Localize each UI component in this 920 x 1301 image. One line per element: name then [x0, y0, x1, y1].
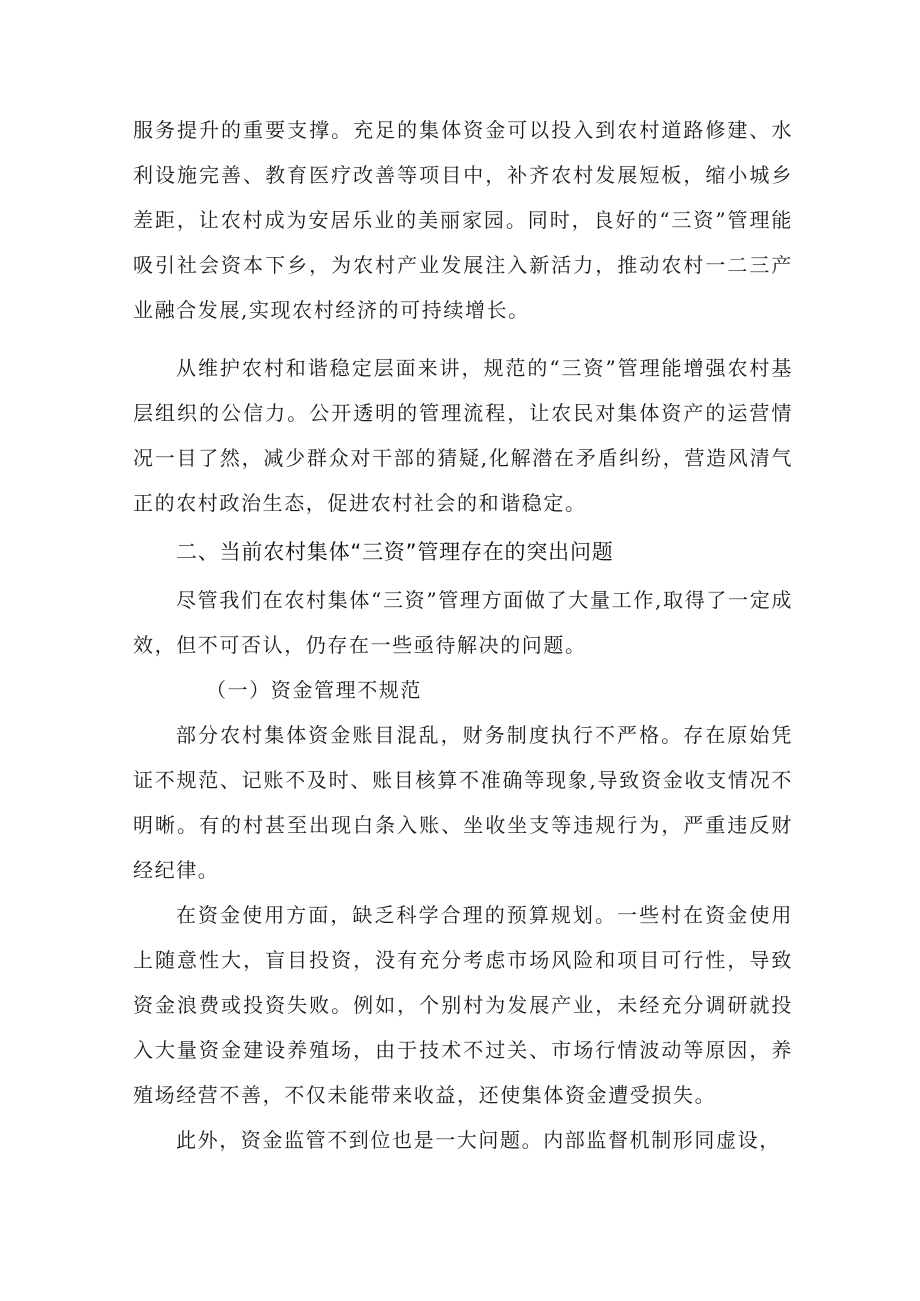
subheading-fund-management: （一）资金管理不规范: [206, 678, 422, 702]
document-body: [133, 108, 793, 1163]
paragraph-fund-usage: 在资金使用方面，缺乏科学合理的预算规划。一些村在资金使用上随意性大，盲目投资，没有充分考虑市场风险和项目可行性，导致资金浪费或投资失败。例如，个别村为发展产业，未经充分调研就投入大量资金建设养殖场，由于技术不过关、市场行情波动等原因，养殖场经营不善，不仅未能带来收益，还使集体资金遭受损失。: [133, 903, 793, 1107]
paragraph-account-chaos: 部分农村集体资金账目混乱，财务制度执行不严格。存在原始凭证不规范、记账不及时、账目核算不准确等现象,导致资金收支情况不明晰。有的村甚至出现白条入账、坐收坐支等违规行为，严重违反财经纪律。: [133, 723, 793, 882]
paragraph-continued: 服务提升的重要支撑。充足的集体资金可以投入到农村道路修建、水利设施完善、教育医疗改善等项目中，补齐农村发展短板，缩小城乡差距，让农村成为安居乐业的美丽家园。同时，良好的“三资”管理能吸引社会资本下乡，为农村产业发展注入新活力，推动农村一二三产业融合发展,实现农村经济的可持续增长。: [133, 118, 793, 322]
paragraph-intro-problems: 尽管我们在农村集体“三资”管理方面做了大量工作,取得了一定成效，但不可否认，仍存在一些亟待解决的问题。: [133, 588, 793, 657]
paragraph-stability: 从维护农村和谐稳定层面来讲，规范的“三资”管理能增强农村基层组织的公信力。公开透明的管理流程，让农民对集体资产的运营情况一目了然，减少群众对干部的猜疑,化解潜在矛盾纠纷，营造风清气正的农村政治生态，促进农村社会的和谐稳定。: [133, 356, 793, 515]
paragraph-supervision: 此外，资金监管不到位也是一大问题。内部监督机制形同虚设，: [176, 1128, 781, 1152]
section-heading-2: 二、当前农村集体“三资”管理存在的突出问题: [176, 540, 614, 564]
